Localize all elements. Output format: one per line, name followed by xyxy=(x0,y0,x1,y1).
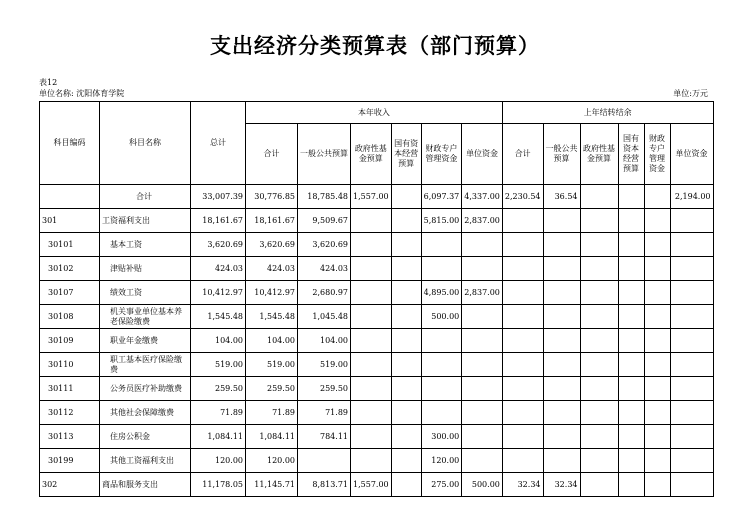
cell-value xyxy=(670,233,713,257)
header-sub: 国有资本经营预算 xyxy=(618,124,644,185)
budget-table xyxy=(39,101,714,497)
cell-value: 519.00 xyxy=(298,353,351,377)
cell-value: 424.03 xyxy=(191,257,246,281)
table-row xyxy=(40,281,714,305)
cell-code: 30108 xyxy=(40,305,100,329)
cell-value xyxy=(462,233,503,257)
cell-value: 4,895.00 xyxy=(421,281,462,305)
cell-value: 120.00 xyxy=(191,449,246,473)
cell-value: 104.00 xyxy=(191,329,246,353)
cell-value: 259.50 xyxy=(246,377,298,401)
cell-value xyxy=(618,353,644,377)
cell-code: 301 xyxy=(40,209,100,233)
table-row xyxy=(40,401,714,425)
cell-code: 30113 xyxy=(40,425,100,449)
cell-value: 32.34 xyxy=(543,473,580,497)
header-sub: 单位资金 xyxy=(670,124,713,185)
cell-code: 30101 xyxy=(40,233,100,257)
cell-code: 30110 xyxy=(40,353,100,377)
cell-value xyxy=(580,353,618,377)
table-row xyxy=(40,473,714,497)
header-sub: 合计 xyxy=(246,124,298,185)
unit-name: 单位名称: 沈阳体育学院 xyxy=(39,89,125,98)
cell-value xyxy=(618,209,644,233)
cell-value xyxy=(580,257,618,281)
cell-value: 4,337.00 xyxy=(462,185,503,209)
cell-value xyxy=(618,329,644,353)
cell-value xyxy=(502,257,543,281)
cell-code: 30109 xyxy=(40,329,100,353)
cell-value xyxy=(351,449,392,473)
table-row xyxy=(40,209,714,233)
cell-value xyxy=(670,281,713,305)
cell-value xyxy=(618,377,644,401)
table-row xyxy=(40,233,714,257)
cell-value xyxy=(644,257,670,281)
cell-value xyxy=(543,449,580,473)
cell-value xyxy=(543,305,580,329)
cell-value: 424.03 xyxy=(246,257,298,281)
cell-value xyxy=(391,353,421,377)
cell-value xyxy=(618,473,644,497)
header-carryover: 上年结转结余 xyxy=(502,102,713,124)
cell-value xyxy=(391,257,421,281)
page-title: 支出经济分类预算表（部门预算） xyxy=(210,33,540,58)
cell-value xyxy=(543,281,580,305)
cell-code: 30199 xyxy=(40,449,100,473)
cell-code: 30112 xyxy=(40,401,100,425)
cell-value xyxy=(391,185,421,209)
header-name: 科目名称 xyxy=(100,102,191,185)
cell-value: 275.00 xyxy=(421,473,462,497)
cell-value xyxy=(502,281,543,305)
cell-value: 71.89 xyxy=(246,401,298,425)
cell-value: 1,557.00 xyxy=(351,185,392,209)
cell-value xyxy=(298,449,351,473)
cell-code: 30107 xyxy=(40,281,100,305)
cell-value xyxy=(580,185,618,209)
cell-value: 519.00 xyxy=(246,353,298,377)
cell-value: 71.89 xyxy=(298,401,351,425)
cell-value: 33,007.39 xyxy=(191,185,246,209)
cell-value xyxy=(670,209,713,233)
cell-name: 其他社会保障缴费 xyxy=(100,401,191,425)
cell-value: 500.00 xyxy=(462,473,503,497)
header-code: 科目编码 xyxy=(40,102,100,185)
cell-name: 住房公积金 xyxy=(100,425,191,449)
cell-value: 18,161.67 xyxy=(191,209,246,233)
cell-value xyxy=(580,449,618,473)
header-current-year-income: 本年收入 xyxy=(246,102,503,124)
cell-name: 基本工资 xyxy=(100,233,191,257)
cell-value xyxy=(580,281,618,305)
cell-value: 11,145.71 xyxy=(246,473,298,497)
cell-value: 5,815.00 xyxy=(421,209,462,233)
cell-value xyxy=(580,305,618,329)
cell-value xyxy=(670,377,713,401)
cell-value xyxy=(351,209,392,233)
cell-value xyxy=(543,377,580,401)
cell-value: 71.89 xyxy=(191,401,246,425)
header-sub: 国有资本经营预算 xyxy=(391,124,421,185)
cell-value: 8,813.71 xyxy=(298,473,351,497)
cell-value: 500.00 xyxy=(421,305,462,329)
cell-value xyxy=(391,449,421,473)
cell-value xyxy=(502,209,543,233)
cell-value xyxy=(462,425,503,449)
cell-name: 合计 xyxy=(100,185,191,209)
cell-value xyxy=(543,257,580,281)
cell-value xyxy=(644,377,670,401)
cell-value xyxy=(462,329,503,353)
cell-value: 3,620.69 xyxy=(191,233,246,257)
cell-value xyxy=(543,425,580,449)
cell-value: 6,097.37 xyxy=(421,185,462,209)
header-sub: 单位资金 xyxy=(462,124,503,185)
table-row xyxy=(40,425,714,449)
cell-value: 11,178.05 xyxy=(191,473,246,497)
cell-value xyxy=(421,401,462,425)
cell-value: 10,412.97 xyxy=(191,281,246,305)
header-sub: 合计 xyxy=(502,124,543,185)
cell-value: 259.50 xyxy=(191,377,246,401)
header-sub: 一般公共预算 xyxy=(543,124,580,185)
cell-name: 工资福利支出 xyxy=(100,209,191,233)
table-row xyxy=(40,353,714,377)
table-row xyxy=(40,329,714,353)
cell-value xyxy=(391,329,421,353)
cell-value xyxy=(580,377,618,401)
cell-name: 公务员医疗补助缴费 xyxy=(100,377,191,401)
header-sub: 财政专户管理资金 xyxy=(421,124,462,185)
cell-value xyxy=(580,233,618,257)
cell-value xyxy=(391,401,421,425)
cell-value xyxy=(351,401,392,425)
cell-value xyxy=(644,401,670,425)
cell-value: 30,776.85 xyxy=(246,185,298,209)
cell-code: 302 xyxy=(40,473,100,497)
cell-value: 1,084.11 xyxy=(191,425,246,449)
cell-value: 300.00 xyxy=(421,425,462,449)
cell-value xyxy=(543,401,580,425)
cell-value: 3,620.69 xyxy=(246,233,298,257)
cell-name: 其他工资福利支出 xyxy=(100,449,191,473)
cell-value xyxy=(502,353,543,377)
cell-value xyxy=(580,473,618,497)
header-sub: 财政专户管理资金 xyxy=(644,124,670,185)
cell-value: 104.00 xyxy=(298,329,351,353)
cell-value xyxy=(670,401,713,425)
cell-value xyxy=(644,449,670,473)
cell-value: 784.11 xyxy=(298,425,351,449)
cell-value xyxy=(618,449,644,473)
cell-value xyxy=(670,329,713,353)
cell-value xyxy=(618,233,644,257)
cell-value: 10,412.97 xyxy=(246,281,298,305)
cell-value xyxy=(391,233,421,257)
cell-value xyxy=(351,281,392,305)
cell-value xyxy=(462,377,503,401)
cell-name: 津贴补贴 xyxy=(100,257,191,281)
cell-value xyxy=(644,185,670,209)
cell-value xyxy=(462,401,503,425)
cell-value xyxy=(644,281,670,305)
cell-value: 1,545.48 xyxy=(246,305,298,329)
cell-value xyxy=(391,209,421,233)
cell-value xyxy=(543,233,580,257)
cell-value xyxy=(462,353,503,377)
cell-value xyxy=(462,305,503,329)
cell-value: 1,557.00 xyxy=(351,473,392,497)
cell-value xyxy=(502,401,543,425)
cell-value xyxy=(644,329,670,353)
cell-name: 商品和服务支出 xyxy=(100,473,191,497)
cell-value xyxy=(543,353,580,377)
table-row xyxy=(40,185,714,209)
cell-value xyxy=(391,473,421,497)
cell-value xyxy=(618,305,644,329)
cell-value: 104.00 xyxy=(246,329,298,353)
cell-value xyxy=(351,353,392,377)
cell-value xyxy=(502,377,543,401)
cell-value xyxy=(618,425,644,449)
cell-value xyxy=(391,425,421,449)
cell-value xyxy=(421,257,462,281)
cell-value: 2,194.00 xyxy=(670,185,713,209)
header-sub: 政府性基金预算 xyxy=(580,124,618,185)
header-sub: 一般公共预算 xyxy=(298,124,351,185)
cell-value: 9,509.67 xyxy=(298,209,351,233)
cell-value xyxy=(421,353,462,377)
cell-value: 32.34 xyxy=(502,473,543,497)
cell-value: 2,230.54 xyxy=(502,185,543,209)
cell-value xyxy=(618,281,644,305)
cell-value xyxy=(351,233,392,257)
cell-value xyxy=(670,257,713,281)
cell-name: 职业年金缴费 xyxy=(100,329,191,353)
cell-value: 1,084.11 xyxy=(246,425,298,449)
cell-value xyxy=(670,305,713,329)
cell-value xyxy=(391,377,421,401)
cell-value xyxy=(421,233,462,257)
cell-value xyxy=(644,473,670,497)
cell-value xyxy=(644,425,670,449)
table-row xyxy=(40,305,714,329)
cell-value xyxy=(670,449,713,473)
cell-code xyxy=(40,185,100,209)
cell-value: 18,785.48 xyxy=(298,185,351,209)
cell-value xyxy=(644,353,670,377)
cell-value xyxy=(670,425,713,449)
cell-value xyxy=(502,329,543,353)
cell-value xyxy=(502,305,543,329)
cell-value xyxy=(580,425,618,449)
cell-value xyxy=(670,473,713,497)
cell-value xyxy=(421,329,462,353)
cell-value xyxy=(618,185,644,209)
cell-value xyxy=(644,233,670,257)
table-row xyxy=(40,449,714,473)
cell-value xyxy=(351,425,392,449)
cell-value xyxy=(618,257,644,281)
cell-value: 424.03 xyxy=(298,257,351,281)
cell-value: 120.00 xyxy=(421,449,462,473)
cell-value xyxy=(502,425,543,449)
cell-value xyxy=(670,353,713,377)
cell-value xyxy=(580,401,618,425)
cell-code: 30111 xyxy=(40,377,100,401)
cell-value xyxy=(580,209,618,233)
table-row xyxy=(40,257,714,281)
cell-value: 18,161.67 xyxy=(246,209,298,233)
cell-value xyxy=(351,377,392,401)
cell-value xyxy=(580,329,618,353)
cell-value xyxy=(462,257,503,281)
cell-value: 2,680.97 xyxy=(298,281,351,305)
cell-value xyxy=(543,329,580,353)
cell-value xyxy=(351,329,392,353)
cell-value xyxy=(391,281,421,305)
cell-name: 绩效工资 xyxy=(100,281,191,305)
cell-code: 30102 xyxy=(40,257,100,281)
cell-value xyxy=(351,257,392,281)
cell-value: 1,045.48 xyxy=(298,305,351,329)
cell-name: 职工基本医疗保险缴费 xyxy=(100,353,191,377)
cell-value xyxy=(618,401,644,425)
table-row xyxy=(40,377,714,401)
cell-value xyxy=(502,233,543,257)
cell-value: 2,837.00 xyxy=(462,209,503,233)
cell-value: 519.00 xyxy=(191,353,246,377)
unit-label: 单位:万元 xyxy=(673,89,708,98)
cell-value xyxy=(421,377,462,401)
cell-value: 2,837.00 xyxy=(462,281,503,305)
cell-value xyxy=(351,305,392,329)
cell-value xyxy=(502,449,543,473)
table-number: 表12 xyxy=(39,78,58,87)
cell-value xyxy=(391,305,421,329)
cell-value: 3,620.69 xyxy=(298,233,351,257)
cell-value xyxy=(543,209,580,233)
cell-value: 259.50 xyxy=(298,377,351,401)
header-total: 总计 xyxy=(191,102,246,185)
header-sub: 政府性基金预算 xyxy=(351,124,392,185)
cell-value xyxy=(462,449,503,473)
cell-value xyxy=(644,305,670,329)
cell-value: 120.00 xyxy=(246,449,298,473)
cell-value xyxy=(644,209,670,233)
cell-name: 机关事业单位基本养老保险缴费 xyxy=(100,305,191,329)
cell-value: 1,545.48 xyxy=(191,305,246,329)
cell-value: 36.54 xyxy=(543,185,580,209)
